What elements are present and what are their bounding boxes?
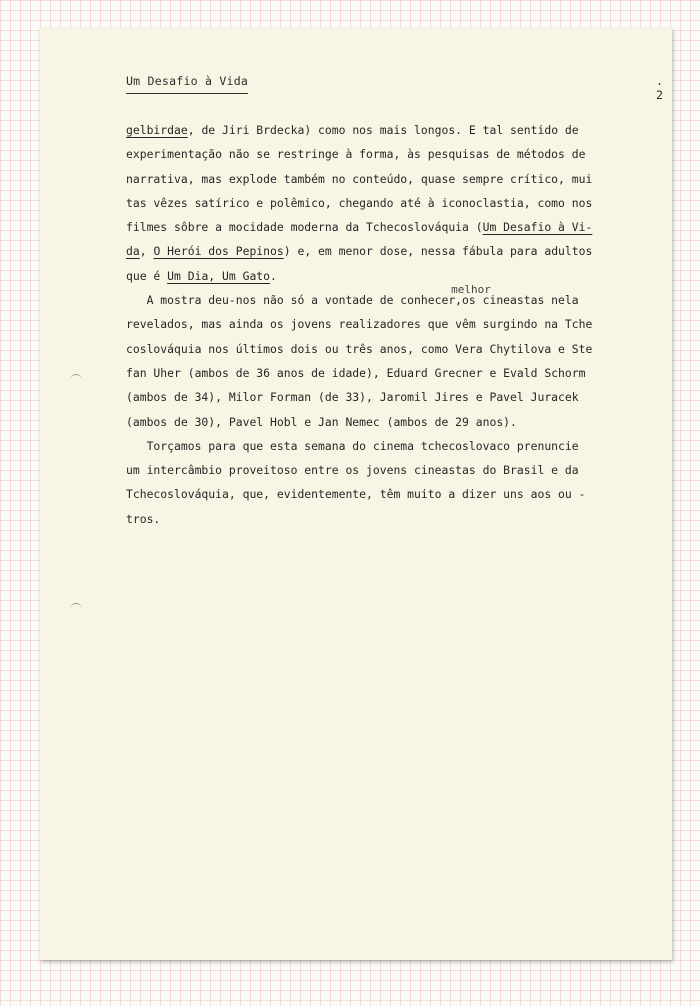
- film-title: Um Dia, Um Gato: [167, 268, 271, 283]
- text-line: experimentação não se restringe à forma, às pesquisas de métodos de: [126, 147, 586, 162]
- typewritten-page: [40, 28, 672, 960]
- body-text: [126, 118, 686, 531]
- text-line: um intercâmbio proveitoso entre os jovens cineastas do Brasil e da: [126, 463, 579, 478]
- punch-hole: [70, 603, 82, 616]
- text-line: Torçamos para que esta semana do cinema tchecoslovaco prenuncie: [126, 438, 579, 453]
- text-line: que é Um Dia, Um Gato.: [126, 268, 277, 283]
- text-line: tros.: [126, 511, 161, 526]
- text-line: gelbirdae, de Jiri Brdecka) como nos mais longos. E tal sentido de: [126, 123, 579, 137]
- text-line: revelados, mas ainda os jovens realizadores que vêm surgindo na Tche: [126, 317, 593, 332]
- page-number: . 2: [656, 74, 663, 102]
- text-line: da, O Herói dos Pepinos) e, em menor dose, nessa fábula para adultos: [126, 244, 593, 259]
- text-line: tas vêzes satírico e polêmico, chegando até à iconoclastia, como nos: [126, 195, 593, 210]
- text-line: narrativa, mas explode também no conteúdo, quase sempre crítico, mui: [126, 171, 593, 186]
- handwritten-insertion: melhor ,: [455, 293, 462, 307]
- text-line: fan Uher (ambos de 36 anos de idade), Eduard Grecner e Evald Schorm: [126, 365, 586, 380]
- running-title: Um Desafio à Vida: [126, 74, 248, 94]
- text-line: Tchecoslováquia, que, evidentemente, têm muito a dizer uns aos ou -: [126, 487, 586, 502]
- film-title: gelbirdae: [126, 123, 188, 137]
- punch-hole: [70, 374, 82, 387]
- text-line: A mostra deu-nos não só a vontade de conhecer melhor ,os cineastas nela: [126, 288, 686, 312]
- insertion-word: melhor: [451, 283, 491, 297]
- film-title: da: [126, 244, 140, 259]
- film-title: O Herói dos Pepinos: [153, 244, 284, 259]
- text-line: filmes sôbre a mocidade moderna da Tchecoslováquia (Um Desafio à Vi-: [126, 220, 593, 235]
- text-line: (ambos de 34), Milor Forman (de 33), Jaromil Jires e Pavel Juracek: [126, 390, 579, 405]
- film-title: Um Desafio à Vi-: [482, 220, 593, 235]
- text-line: (ambos de 30), Pavel Hobl e Jan Nemec (ambos de 29 anos).: [126, 414, 517, 429]
- text-line: coslováquia nos últimos dois ou três anos, como Vera Chytilova e Ste: [126, 341, 593, 356]
